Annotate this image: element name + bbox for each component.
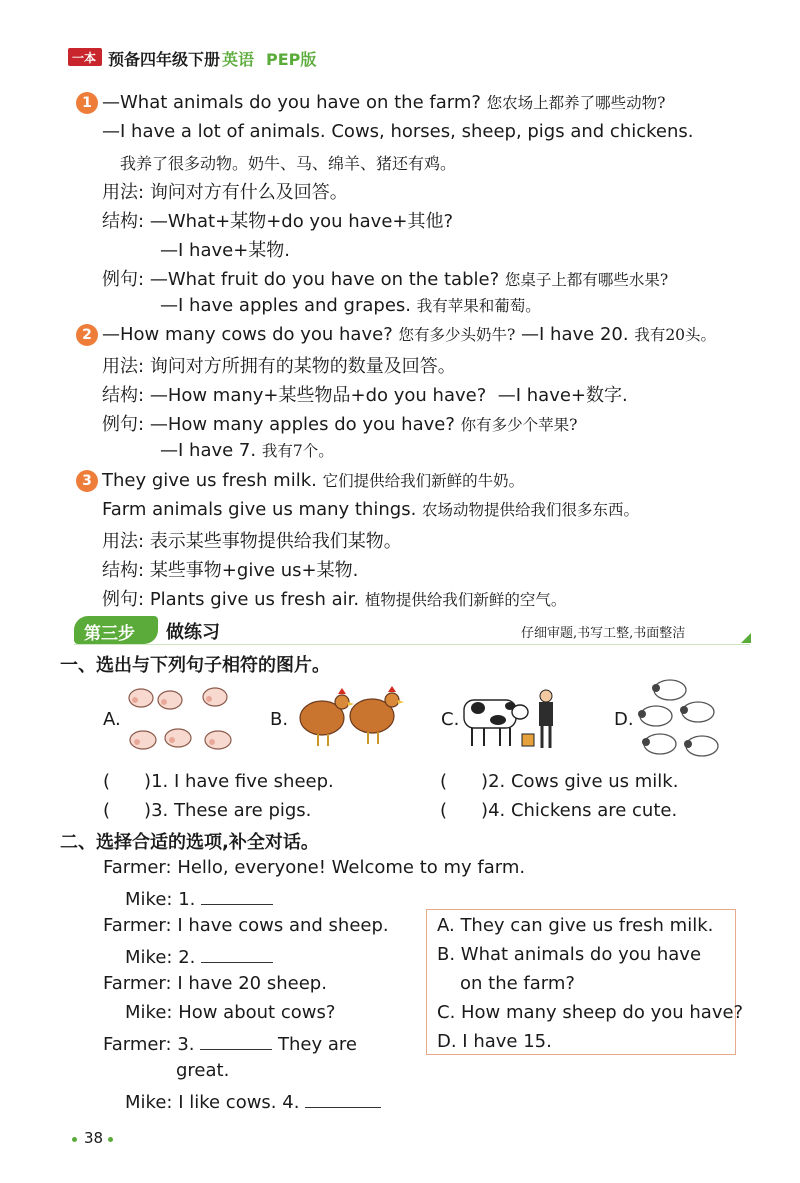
footer-dot-right (108, 1137, 113, 1142)
blank-2[interactable] (201, 944, 273, 963)
choice-b: B. What animals do you have (437, 944, 702, 965)
option-b-label: B. (270, 709, 289, 730)
logo-text: 一本 (72, 51, 97, 65)
note-1-answer-cn: 我养了很多动物。奶牛、马、绵羊、猪还有鸡。 (120, 154, 457, 173)
dialog-line-5: Farmer: I have 20 sheep. (103, 973, 327, 994)
sheep-icon (636, 676, 722, 764)
note-3-usage: 用法: 表示某些事物提供给我们某物。 (102, 531, 402, 552)
pigs-icon (123, 680, 239, 760)
note-1-answer: —I have a lot of animals. Cows, horses, sheep, pigs and chickens. (102, 121, 694, 142)
book-title: 预备四年级下册 (108, 50, 221, 69)
note-number-2: 2 (76, 324, 98, 346)
dialog-line-7: Farmer: 3. They are (103, 1031, 357, 1055)
footer-dot-left (72, 1137, 77, 1142)
option-d-label: D. (614, 709, 634, 730)
blank-4[interactable] (305, 1089, 381, 1108)
note-2-usage: 用法: 询问对方所拥有的某物的数量及回答。 (102, 356, 456, 377)
dialog-line-2: Mike: 1. (125, 886, 273, 910)
step3-title: 做练习 (166, 622, 220, 643)
note-2-example-2: —I have 7. 我有7个。 (160, 440, 334, 461)
note-2-structure: 结构: —How many+某些物品+do you have? —I have+数字. (102, 385, 628, 406)
subject: 英语 (222, 50, 255, 69)
step3-badge-text: 第三步 (84, 624, 135, 644)
question-1: ( )1. I have five sheep. (103, 771, 334, 792)
edition: PEP版 (266, 50, 317, 69)
note-1-structure: 结构: —What+某物+do you have+其他? (102, 211, 454, 232)
option-a-label: A. (103, 709, 121, 730)
option-c-label: C. (441, 709, 460, 730)
note-3-sentence-2: Farm animals give us many things. 农场动物提供给我们很多东西。 (102, 499, 640, 520)
question-3: ( )3. These are pigs. (103, 800, 312, 821)
dialog-line-3: Farmer: I have cows and sheep. (103, 915, 389, 936)
note-2-dialog: —How many cows do you have? 您有多少头奶牛? —I have 20. 我有20头。 (102, 324, 717, 345)
step3-underline (74, 644, 750, 645)
step3-triangle-icon (741, 633, 751, 643)
dialog-line-4: Mike: 2. (125, 944, 273, 968)
choice-a: A. They can give us fresh milk. (437, 915, 714, 936)
dialog-line-8: great. (176, 1060, 230, 1081)
cow-and-farmer-icon (460, 686, 560, 752)
note-number-1: 1 (76, 92, 98, 114)
note-3-structure: 结构: 某些事物+give us+某物. (102, 560, 359, 581)
dialog-line-9: Mike: I like cows. 4. (125, 1089, 381, 1113)
choice-c: C. How many sheep do you have? (437, 1002, 744, 1023)
page-number: 38 (84, 1129, 104, 1147)
dialog-line-6: Mike: How about cows? (125, 1002, 336, 1023)
blank-1[interactable] (201, 886, 273, 905)
note-1-usage: 用法: 询问对方有什么及回答。 (102, 182, 348, 203)
choice-b-cont: on the farm? (460, 973, 575, 994)
dialog-line-1: Farmer: Hello, everyone! Welcome to my farm. (103, 857, 526, 878)
blank-3[interactable] (200, 1031, 272, 1050)
question-4: ( )4. Chickens are cute. (440, 800, 678, 821)
section1-title: 一、选出与下列句子相符的图片。 (60, 655, 330, 676)
note-number-3: 3 (76, 470, 98, 492)
note-3-example: 例句: Plants give us fresh air. 植物提供给我们新鲜的空气。 (102, 589, 567, 610)
choice-d: D. I have 15. (437, 1031, 552, 1052)
note-2-example: 例句: —How many apples do you have? 你有多少个苹果? (102, 414, 578, 435)
note-1-question: —What animals do you have on the farm? 您农场上都养了哪些动物? (102, 92, 666, 113)
step3-tip: 仔细审题,书写工整,书面整洁 (521, 626, 686, 641)
note-1-example: 例句: —What fruit do you have on the table? 您桌子上都有哪些水果? (102, 269, 669, 290)
note-1-example-2: —I have apples and grapes. 我有苹果和葡萄。 (160, 295, 541, 316)
note-1-structure-2: —I have+某物. (160, 240, 290, 261)
chickens-icon (290, 682, 406, 754)
note-3-sentence-1: They give us fresh milk. 它们提供给我们新鲜的牛奶。 (102, 470, 525, 491)
section2-title: 二、选择合适的选项,补全对话。 (60, 832, 319, 853)
question-2: ( )2. Cows give us milk. (440, 771, 679, 792)
